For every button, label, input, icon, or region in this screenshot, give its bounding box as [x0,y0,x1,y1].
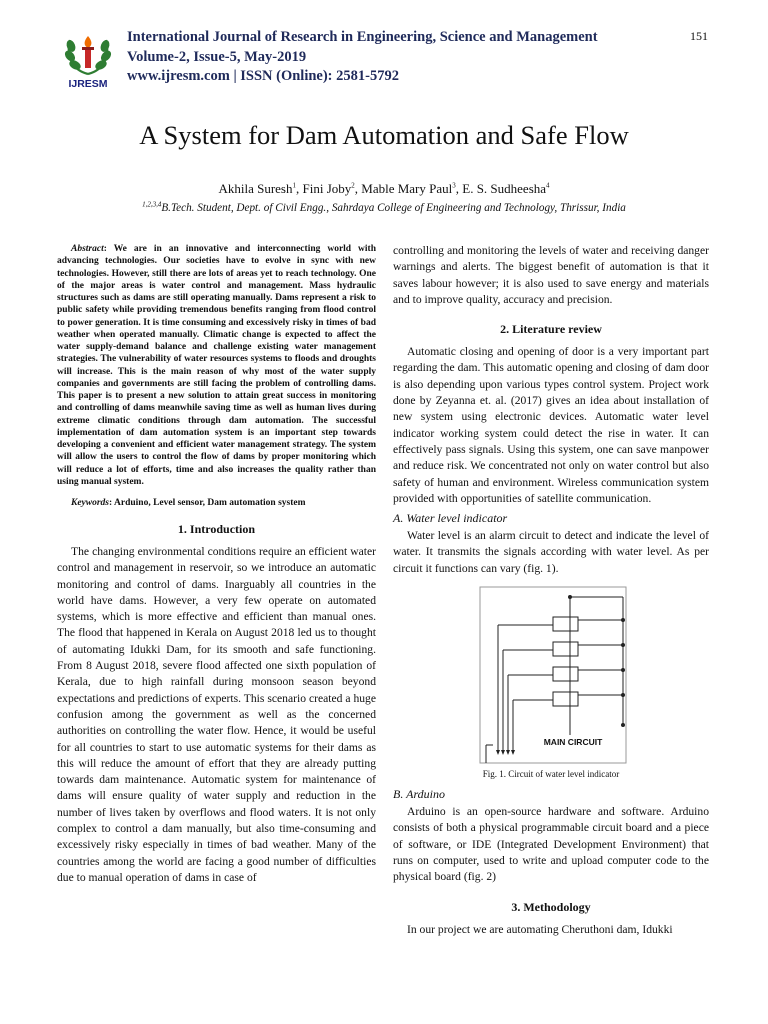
circuit-diagram [478,585,628,765]
author-list [0,181,768,197]
author: Akhila Suresh$^1$, [218,181,303,196]
keywords [57,498,376,508]
journal-volume: Volume-2, Issue-5, May-2019 [127,48,307,65]
author: Fini Joby$^2$, [302,181,362,196]
abstract-text: : We are in an innovative and interconnecting world with advancing technologies. Our societies have to evolve in sync with new technologies. However, still there are lots of areas yet to reach technology. One of the major areas is water control and management. Mass hydraulic structures such as dams are still operating manually. Dams represent a risk to public safety while providing tremendous benefits ranging from flood control to power generation. It is time consuming and excessively risky in times of bad weather when operated manually. Climatic change is expected to affect the water supply-demand balance and challenge existing water management strategies. The vulnerability of water resources systems to floods and droughts will increase. This is the main reason of why most of the water supply companies and governments are still facing the problem of controlling dams. This paper is to present a new solution to attain great success in monitoring and controlling of dams meanwhile saving time as well as human lives during extreme climatic conditions through dam automation. The successful implementation of dam automation system is an important step towards developing a convenient and efficient water management strategy. The system will allow the users to control the flow of dams by proper monitoring which will reduce a lot of efforts, time and also increases the quality rather than using manual system. [57,244,376,487]
author: E. S. Sudheesha$^4$ [462,181,550,196]
logo-text: IJRESM [68,78,108,90]
journal-logo [58,30,118,90]
water-level-text: Water level is an alarm circuit to detect and indicate the level of water. It transmits the signals according with water level. As per circuit it functions can vary (fig. 1). [393,529,709,575]
paper-title: A System for Dam Automation and Safe Flow [139,120,629,150]
journal-header [127,28,598,87]
keywords-text: : Arduino, Level sensor, Dam automation system [109,498,306,508]
affiliation: $^{1,2,3,4}$B.Tech. Student, Dept. of Civil Engg., Sahrdaya College of Engineering and Technology, Thrissur, India [142,200,626,214]
right-column [393,243,709,938]
figure-caption: Fig. 1. Circuit of water level indicator [482,769,620,780]
arduino-text: Arduino is an open-source hardware and software. Arduino consists of both a physical programmable circuit board and a piece of software, or IDE (Integrated Development Environment) that runs on computer, used to write and upload computer code to the physical board (fig. 2) [393,805,709,884]
figure-label: MAIN CIRCUIT [543,737,603,748]
abstract [57,243,376,488]
journal-name: International Journal of Research in Engineering, Science and Management [127,29,598,45]
section-heading-introduction: 1. Introduction [177,522,256,536]
section-heading-methodology: 3. Methodology [511,899,591,914]
introduction-text: The changing environmental conditions require an efficient water control and management in reservoir, so we introduce an automatic monitoring and control of dams. Inarguably all countries in the world have dams. However, a very few operate on automated systems, which is more effective and efficient than manual ones. The flood that happened in Kerala on August 2018 led us to thought of automating Idukki Dam, for its smooth and safe functioning. From 8 August 2018, severe flood affected one sixth population of Kerala, due to high rainfall during monsoon season beyond expectations and predictions of experts. This scenario created a huge confusion among the government as well as the concerned authorities on controlling the water flow. Hence, it would be useful for all countries to start to use automatic systems for their dams as this will reduce the amount of effort that they are already putting towards dam maintenance. Automatic system for maintenance of dams will ensure quality of water supply and reduction in the number of lives taken by overflows and flood waters. It is not only complex to control a dam manually, but also time-consuming and excessively risky especially in times of bad weather. Many of the countries among the world are facing a good number of difficulties due to manual operation of dams in case of [57,545,376,884]
methodology-text: In our project we are automating Cheruthoni dam, Idukki [407,922,673,936]
torch-icon [82,36,94,68]
author: Mable Mary Paul$^3$, [361,181,463,196]
keywords-label: Keywords [71,498,109,508]
subsection-heading-arduino: B. Arduino [393,787,446,802]
literature-text: Automatic closing and opening of door is a very important part regarding the dam. This automatic opening and closing of dam door is also depending upon various types control system. Project work done by Zeyanna et. al. (2017) gives an idea about installation of new system using electronic devices. Automatic water level indicator working system could detect the rise in water. It can effectively pass signals. Using this system, one can save manpower and reduce risk. We concentrated not only on water control but also safety of human and environment. Wireless communication system provided with opportunities of satellite communication. [393,345,709,505]
subsection-heading-water-level: A. Water level indicator [393,511,508,526]
figure-circuit [478,585,628,765]
left-column [57,243,376,886]
page-number: 151 [690,29,708,43]
journal-web-issn: www.ijresm.com | ISSN (Online): 2581-5792 [127,68,399,84]
introduction-continued: controlling and monitoring the levels of water and receiving danger warnings and alerts. The biggest benefit of automation is that it saves labour however; it is also used to save energy and materials and to improve quality, accuracy and precision. [393,244,709,306]
section-heading-literature: 2. Literature review [500,322,602,337]
abstract-label: Abstract [71,244,104,254]
